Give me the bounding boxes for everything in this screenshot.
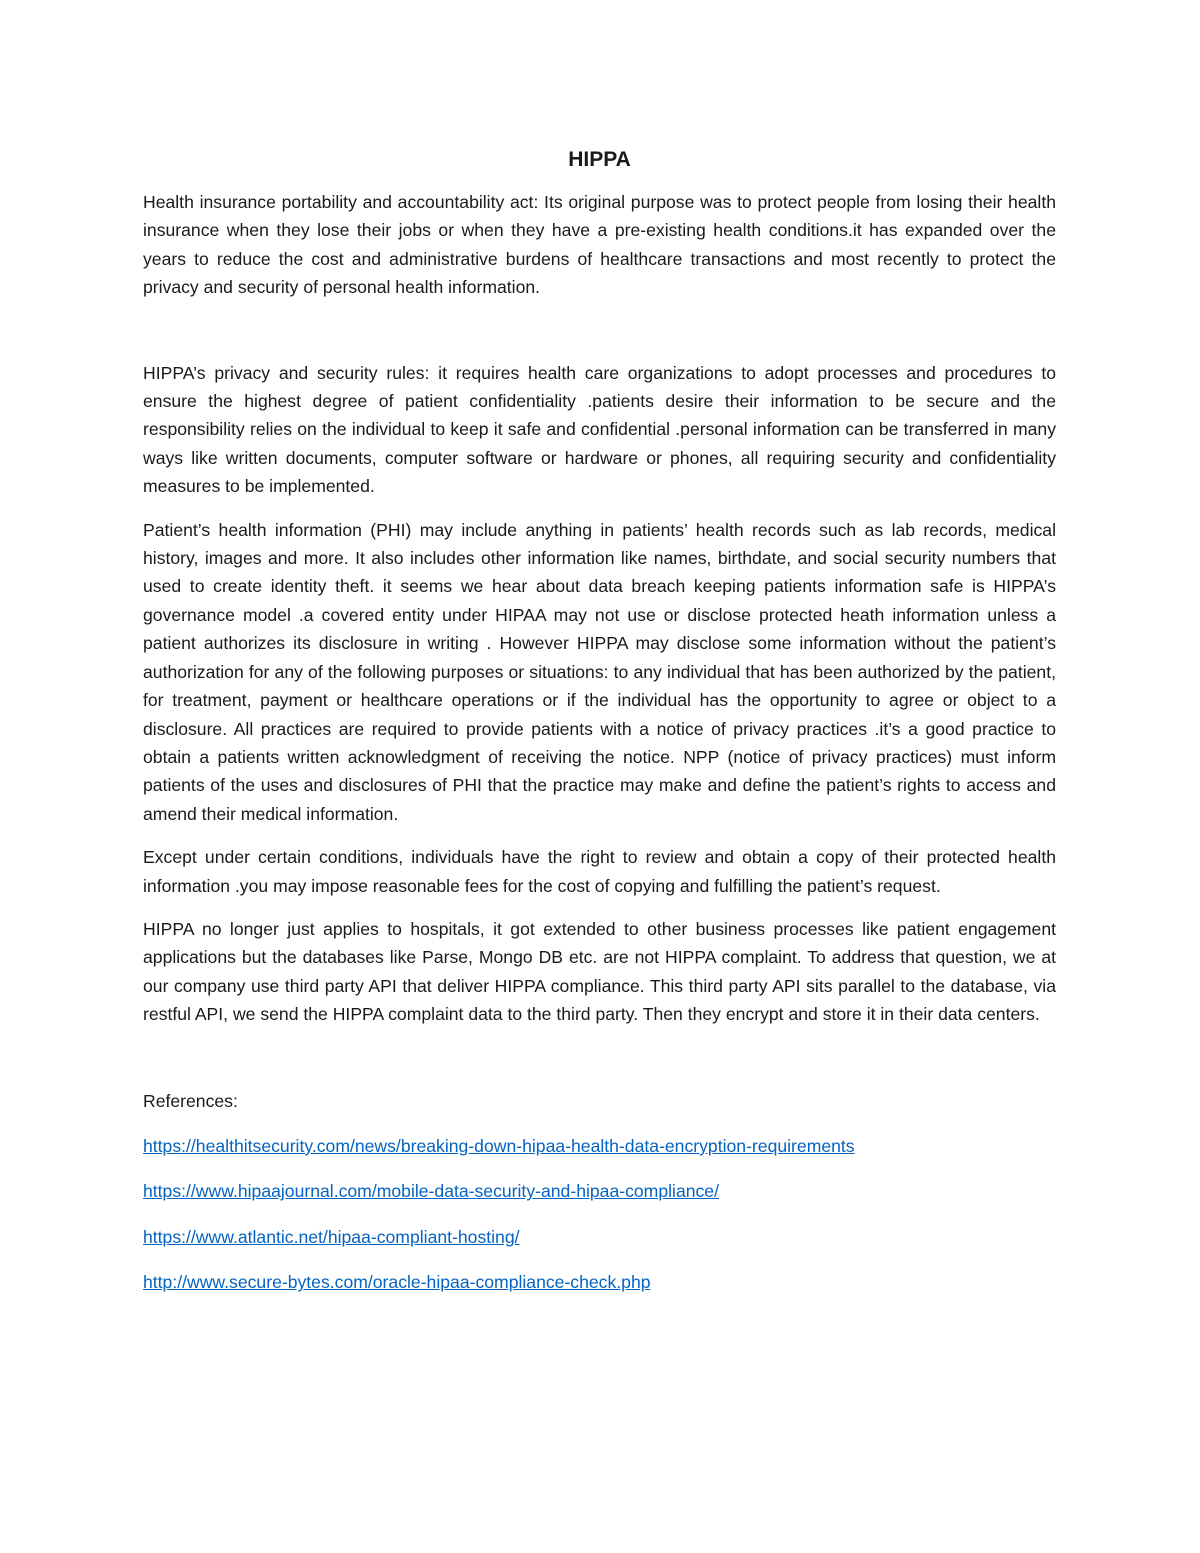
references-spacer: [143, 1044, 1056, 1087]
paragraph-access-rights: Except under certain conditions, individuals have the right to review and obtain a copy of their protected health information .you may impose reasonable fees for the cost of copying and fulfilling the patient’s request.: [143, 847, 1056, 896]
document-title: HIPPA: [568, 148, 631, 171]
reference-link-hipaajournal[interactable]: https://www.hipaajournal.com/mobile-data-security-and-hipaa-compliance/: [143, 1181, 719, 1202]
paragraph-hipaa-definition: Health insurance portability and accountability act: Its original purpose was to protect people from losing their health insurance when they lose their jobs or when they have a pre-existing health conditions.it has expanded over the years to reduce the cost and administrative burdens of healthcare transactions and most recently to protect the privacy and security of personal health information.: [143, 192, 1056, 298]
paragraph-third-party-api: HIPPA no longer just applies to hospitals, it got extended to other business processes like patient engagement applications but the databases like Parse, Mongo DB etc. are not HIPPA complaint. To address that question, we at our company use third party API that deliver HIPPA compliance. This third party API sits parallel to the database, via restful API, we send the HIPPA complaint data to the third party. Then they encrypt and store it in their data centers.: [143, 918, 1056, 1025]
paragraph-spacer: [143, 317, 1056, 359]
reference-link-atlantic[interactable]: https://www.atlantic.net/hipaa-compliant-hosting/: [143, 1226, 520, 1247]
reference-link-healthitsecurity[interactable]: https://healthitsecurity.com/news/breaking-down-hipaa-health-data-encryption-requirements: [143, 1135, 855, 1156]
paragraph-phi: Patient’s health information (PHI) may include anything in patients’ health records such as lab records, medical history, images and more. It also includes other information like names, birthdate, and social security numbers that used to create identity theft. it seems we hear about data breach keeping patients information safe is HIPPA’s governance model .a covered entity under HIPAA may not use or disclose protected heath information unless a patient authorizes its disclosure in writing . However HIPPA may disclose some information without the patient’s authorization for any of the following purposes or situations: to any individual that has been authorized by the patient, for treatment, payment or healthcare operations or if the individual has the opportunity to agree or object to a disclosure. All practices are required to provide patients with a notice of privacy practices .it’s a good practice to obtain a patients written acknowledgment of receiving the notice. NPP (notice of privacy practices) must inform patients of the uses and disclosures of PHI that the practice may make and define the patient’s rights to access and amend their medical information.: [143, 519, 1056, 824]
paragraph-privacy-security-rules: HIPPA’s privacy and security rules: it requires health care organizations to adopt processes and procedures to ensure the highest degree of patient confidentiality .patients desire their information to be secure and the responsibility relies on the individual to keep it safe and confidential .personal information can be transferred in many ways like written documents, computer software or hardware or phones, all requiring security and confidentiality measures to be implemented.: [143, 362, 1056, 497]
reference-link-secure-bytes[interactable]: http://www.secure-bytes.com/oracle-hipaa-compliance-check.php: [143, 1272, 651, 1293]
references-label: References:: [143, 1090, 238, 1111]
document-page: [143, 146, 1056, 1314]
